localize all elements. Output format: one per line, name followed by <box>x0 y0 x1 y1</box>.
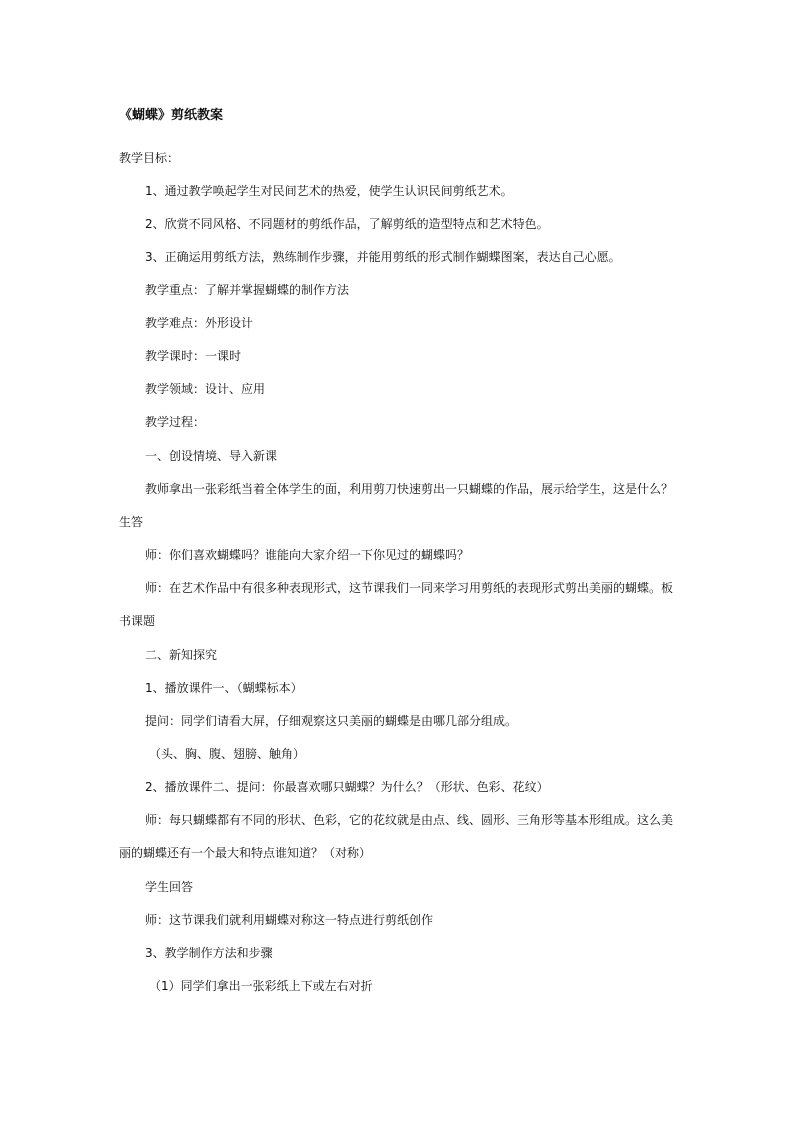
paragraph: 教学难点：外形设计 <box>145 316 254 330</box>
section-heading: 3、教学制作方法和步骤 <box>145 946 273 960</box>
paragraph: 教学课时：一课时 <box>145 349 242 363</box>
paragraph: 2、播放课件二、提问：你最喜欢哪只蝴蝶？为什么？（形状、色彩、花纹） <box>145 780 549 794</box>
paragraph-continuation: 生答 <box>119 515 144 529</box>
paragraph: 3、正确运用剪纸方法，熟练制作步骤，并能用剪纸的形式制作蝴蝶图案，表达自己心愿。 <box>145 250 621 264</box>
paragraph: （1）同学们拿出一张彩纸上下或左右对折 <box>149 979 373 993</box>
paragraph-continuation: 丽的蝴蝶还有一个最大和特点谁知道？（对称） <box>119 846 372 860</box>
paragraph: 教学领域：设计、应用 <box>145 382 266 396</box>
section-heading: 二、新知探究 <box>145 648 218 662</box>
paragraph: 师：这节课我们就利用蝴蝶对称这一特点进行剪纸创作 <box>145 913 434 927</box>
paragraph: 2、欣赏不同风格、不同题材的剪纸作品，了解剪纸的造型特点和艺术特色。 <box>145 217 549 231</box>
paragraph: （头、胸、腹、翅膀、触角） <box>149 747 306 761</box>
section-heading-objectives: 教学目标： <box>119 151 180 165</box>
document-title: 《蝴蝶》剪纸教案 <box>119 108 224 123</box>
paragraph: 1、通过教学唤起学生对民间艺术的热爱，使学生认识民间剪纸艺术。 <box>145 184 513 198</box>
paragraph: 师：在艺术作品中有很多种表现形式，这节课我们一同来学习用剪纸的表现形式剪出美丽的蝴蝶。板 <box>145 581 674 595</box>
paragraph: 教师拿出一张彩纸当着全体学生的面，利用剪刀快速剪出一只蝴蝶的作品，展示给学生，这是什么？ <box>145 482 674 496</box>
section-heading: 一、创设情境、导入新课 <box>145 449 278 463</box>
paragraph: 教学重点：了解并掌握蝴蝶的制作方法 <box>145 283 350 297</box>
paragraph: 师：你们喜欢蝴蝶吗？谁能向大家介绍一下你见过的蝴蝶吗？ <box>145 548 470 562</box>
paragraph: 提问：同学们请看大屏，仔细观察这只美丽的蝴蝶是由哪几部分组成。 <box>145 714 518 728</box>
paragraph: 学生回答 <box>145 880 194 894</box>
paragraph: 1、播放课件一、（蝴蝶标本） <box>145 681 303 695</box>
paragraph-continuation: 书课题 <box>119 614 156 628</box>
paragraph: 师：每只蝴蝶都有不同的形状、色彩，它的花纹就是由点、线、圆形、三角形等基本形组成。这么美 <box>145 813 674 827</box>
paragraph: 教学过程： <box>145 415 206 429</box>
